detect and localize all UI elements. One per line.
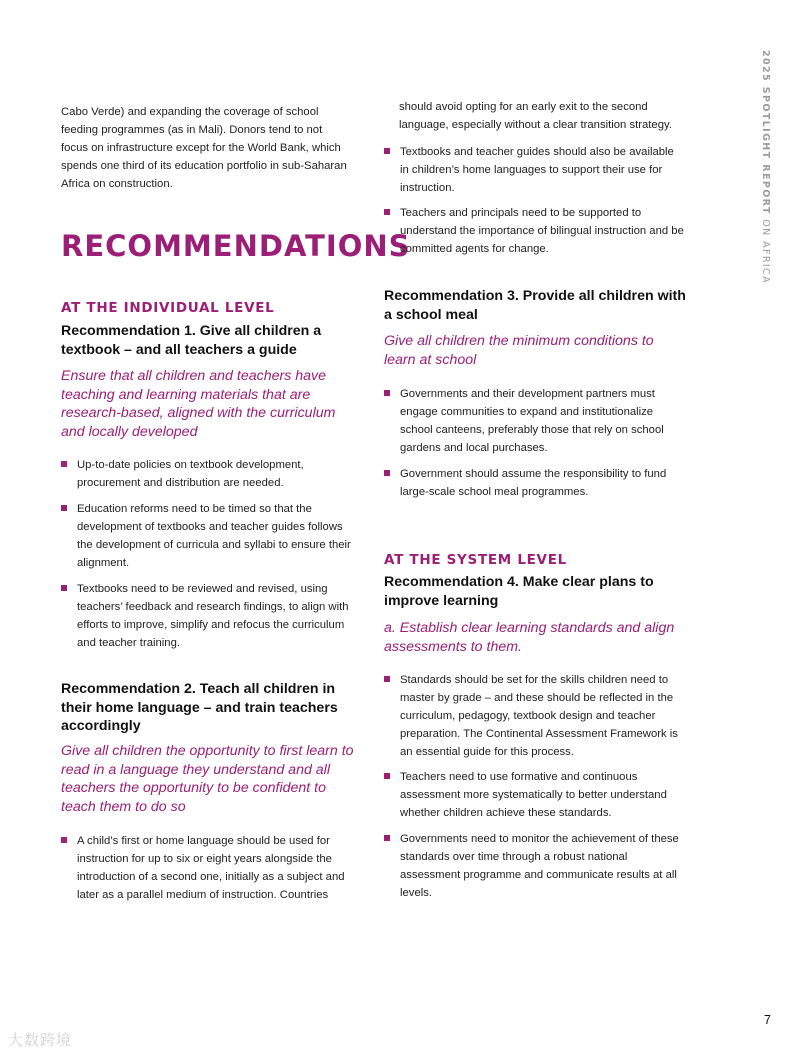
running-header [759, 50, 771, 284]
recommendation-4-bullets [384, 671, 684, 902]
bullet-square-icon [61, 585, 67, 591]
running-header-text: 2025 SPOTLIGHT REPORT ON AFRICA [760, 50, 771, 284]
bullet-square-icon [384, 390, 390, 396]
bullet-square-icon [61, 461, 67, 467]
recommendation-3-subtitle: Give all children the minimum conditions to learn at school [384, 333, 654, 368]
watermark-logo: 大数跨境 [8, 1031, 73, 1049]
continuation-paragraph: should avoid opting for an early exit to the second language, especially without a clear transition strategy. [399, 101, 672, 131]
list-item: Government should assume the responsibility to fund large-scale school meal programmes. [384, 465, 684, 501]
recommendation-3-title: Recommendation 3. Provide all children with a school meal [384, 288, 686, 323]
continuation-bullets [384, 143, 684, 258]
bullet-square-icon [384, 148, 390, 154]
list-item: Governments and their development partners must engage communities to expand and institutionalize school canteens, preferably those that rely on school gardens and local purchases. [384, 385, 684, 457]
recommendation-4-title: Recommendation 4. Make clear plans to improve learning [384, 574, 654, 609]
system-level-heading: AT THE SYSTEM LEVEL [384, 552, 567, 568]
intro-paragraph: Cabo Verde) and expanding the coverage of school feeding programmes (as in Mali). Donors tend to not focus on infrastructure except for the World Bank, which spends one third of its education portfolio in sub-Saharan Africa on construction. [61, 106, 347, 190]
list-item: Governments need to monitor the achievement of these standards over time through a robust national assessment programme and communicate results at all levels. [384, 830, 684, 902]
bullet-square-icon [384, 676, 390, 682]
list-item: Up-to-date policies on textbook development, procurement and distribution are needed. [61, 456, 361, 492]
recommendation-2-bullets [61, 832, 351, 904]
list-item: A child’s first or home language should be used for instruction for up to six or eight years alongside the introduction of a second one, initially as a subject and later as a parallel medium of instruction. Countries [61, 832, 351, 904]
recommendation-2-subtitle: Give all children the opportunity to first learn to read in a language they understand and all teachers the opportunity to be confident to teach them to do so [61, 743, 354, 815]
bullet-square-icon [384, 835, 390, 841]
bullet-square-icon [61, 505, 67, 511]
recommendation-4-subtitle: a. Establish clear learning standards and align assessments to them. [384, 620, 675, 655]
recommendation-3-bullets [384, 385, 684, 501]
page-number: 7 [764, 1013, 771, 1027]
recommendation-1-bullets [61, 456, 361, 652]
page-heading: RECOMMENDATIONS [61, 229, 411, 263]
list-item: Teachers and principals need to be supported to understand the importance of bilingual instruction and be committed agents for change. [384, 204, 684, 258]
list-item: Textbooks and teacher guides should also be available in children’s home languages to support their use for instruction. [384, 143, 684, 197]
list-item: Textbooks need to be reviewed and revised, using teachers’ feedback and research findings, to align with efforts to improve, simplify and refocus the curriculum and teacher training. [61, 580, 361, 652]
bullet-square-icon [384, 470, 390, 476]
list-item: Teachers need to use formative and continuous assessment more systematically to better understand whether children achieve these standards. [384, 768, 684, 822]
recommendation-1-title: Recommendation 1. Give all children a textbook – and all teachers a guide [61, 323, 322, 358]
list-item: Standards should be set for the skills children need to master by grade – and these should be reflected in the curriculum, pedagogy, textbook design and teacher preparation. The Continental Assessment Framework is an essential guide for this process. [384, 671, 684, 761]
bullet-square-icon [384, 773, 390, 779]
individual-level-heading: AT THE INDIVIDUAL LEVEL [61, 300, 275, 316]
list-item: Education reforms need to be timed so that the development of textbooks and teacher guides follows the development of curricula and syllabi to ensure their alignment. [61, 500, 361, 572]
bullet-square-icon [384, 209, 390, 215]
bullet-square-icon [61, 837, 67, 843]
recommendation-2-title: Recommendation 2. Teach all children in their home language – and train teachers accordingly [61, 681, 338, 734]
recommendation-1-subtitle: Ensure that all children and teachers have teaching and learning materials that are research-based, aligned with the curriculum and locally developed [61, 368, 336, 440]
